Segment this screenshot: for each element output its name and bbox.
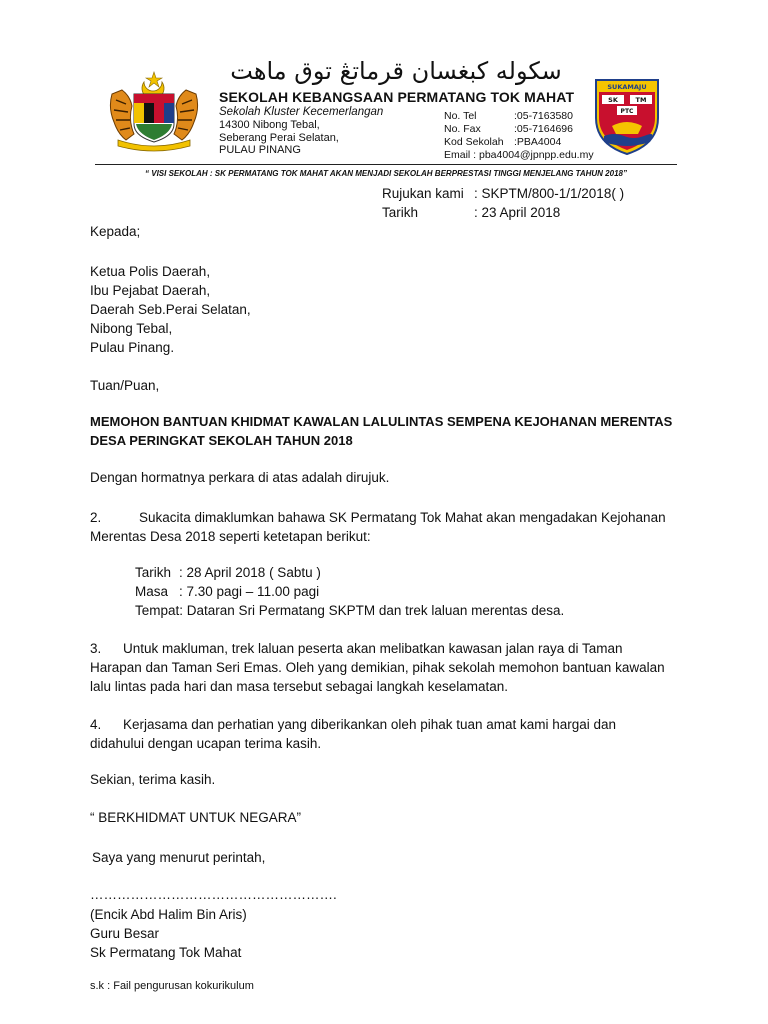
paragraph-3-line-1: Untuk makluman, trek laluan peserta akan melibatkan kawasan jalan raya di Taman <box>123 641 623 656</box>
address-line-2: Seberang Perai Selatan, <box>219 132 339 144</box>
signatory-school: Sk Permatang Tok Mahat <box>90 945 242 960</box>
paragraph-4-number: 4. <box>90 717 102 732</box>
paragraph-4-line-1: Kerjasama dan perhatian yang diberikankan oleh pihak tuan amat kami hargai dan <box>123 717 617 732</box>
date-line <box>382 203 560 222</box>
school-vision: “ VISI SEKOLAH : SK PERMATANG TOK MAHAT AKAN MENJADI SEKOLAH BERPRESTASI TINGGI MENJELANG TAHUN 2018” <box>145 169 627 178</box>
contact-kod <box>444 136 561 149</box>
malaysia-coat-of-arms-emblem <box>104 70 204 152</box>
kepada-label: Kepada; <box>90 224 141 239</box>
paragraph-2-line-1: Sukacita dimaklumkan bahawa SK Permatang Tok Mahat akan mengadakan Kejohanan <box>139 510 666 525</box>
jawi-school-name: سکوله کبغسان قرماتڠ توق ماهت <box>230 57 562 85</box>
paragraph-3-line-2: Harapan dan Taman Seri Emas. Oleh yang demikian, pihak sekolah memohon bantuan kawalan <box>90 660 665 675</box>
reference-label: Rujukan kami <box>382 186 464 201</box>
recipient-line: Daerah Seb.Perai Selatan, <box>90 302 251 317</box>
recipient-line: Ibu Pejabat Daerah, <box>90 283 211 298</box>
contact-email: Email : pba4004@jpnpp.edu.my <box>444 149 594 161</box>
event-venue-label: Tempat <box>135 603 180 618</box>
signatory-title: Guru Besar <box>90 926 160 941</box>
date-label: Tarikh <box>382 205 419 220</box>
saya-yang-menurut-perintah: Saya yang menurut perintah, <box>92 850 266 865</box>
reference-value: : SKPTM/800-1/1/2018( ) <box>474 186 625 201</box>
contact-tel <box>444 110 573 123</box>
copy-to-note: s.k : Fail pengurusan kokurikulum <box>90 980 254 992</box>
paragraph-2-line-2: Merentas Desa 2018 seperti ketetapan berikut: <box>90 529 371 544</box>
subject-line-1: MEMOHON BANTUAN KHIDMAT KAWALAN LALULINTAS SEMPENA KEJOHANAN MERENTAS <box>90 414 673 429</box>
school-crest-emblem <box>594 74 660 156</box>
crest-left-text: SK <box>608 96 618 104</box>
contact-kod-label: Kod Sekolah <box>444 136 504 148</box>
contact-fax <box>444 123 573 136</box>
event-time-value: : 7.30 pagi – 11.00 pagi <box>179 584 320 599</box>
contact-tel-value: :05-7163580 <box>514 110 573 122</box>
event-venue <box>135 601 564 620</box>
event-date-value: : 28 April 2018 ( Sabtu ) <box>179 565 321 580</box>
recipient-line: Pulau Pinang. <box>90 340 175 355</box>
recipient-line: Nibong Tebal, <box>90 321 173 336</box>
signatory-name: (Encik Abd Halim Bin Aris) <box>90 907 247 922</box>
contact-tel-label: No. Tel <box>444 110 477 122</box>
contact-fax-value: :05-7164696 <box>514 123 573 135</box>
letterhead-divider <box>95 164 677 165</box>
school-name: SEKOLAH KEBANGSAAN PERMATANG TOK MAHAT <box>219 89 575 105</box>
crest-motto-text: SUKAMAJU <box>607 83 647 91</box>
motto: “ BERKHIDMAT UNTUK NEGARA” <box>90 810 302 825</box>
reference-line <box>382 184 624 203</box>
school-subtitle: Sekolah Kluster Kecemerlangan <box>219 106 384 118</box>
event-date <box>135 563 321 582</box>
contact-fax-label: No. Fax <box>444 123 481 135</box>
event-venue-value: : Dataran Sri Permatang SKPTM dan trek laluan merentas desa. <box>179 603 565 618</box>
address-line-3: PULAU PINANG <box>219 144 301 156</box>
date-value: : 23 April 2018 <box>474 205 561 220</box>
address-line-1: 14300 Nibong Tebal, <box>219 119 320 131</box>
paragraph-1: Dengan hormatnya perkara di atas adalah dirujuk. <box>90 470 390 485</box>
closing: Sekian, terima kasih. <box>90 772 216 787</box>
paragraph-3-line-3: lalu lintas pada hari dan masa tersebut sebagai langkah keselamatan. <box>90 679 509 694</box>
contact-kod-value: :PBA4004 <box>514 136 562 148</box>
recipient-line: Ketua Polis Daerah, <box>90 264 211 279</box>
crest-right-text: TM <box>635 96 647 104</box>
salutation: Tuan/Puan, <box>90 378 160 393</box>
event-date-label: Tarikh <box>135 565 172 580</box>
event-time <box>135 582 319 601</box>
event-time-label: Masa <box>135 584 169 599</box>
paragraph-3-number: 3. <box>90 641 102 656</box>
crest-bottom-text: PTC <box>620 108 634 115</box>
paragraph-4-line-2: didahului dengan ucapan terima kasih. <box>90 736 322 751</box>
signature-line: ………………………………………………. <box>90 887 337 902</box>
paragraph-2-number: 2. <box>90 510 102 525</box>
subject-line-2: DESA PERINGKAT SEKOLAH TAHUN 2018 <box>90 433 353 448</box>
